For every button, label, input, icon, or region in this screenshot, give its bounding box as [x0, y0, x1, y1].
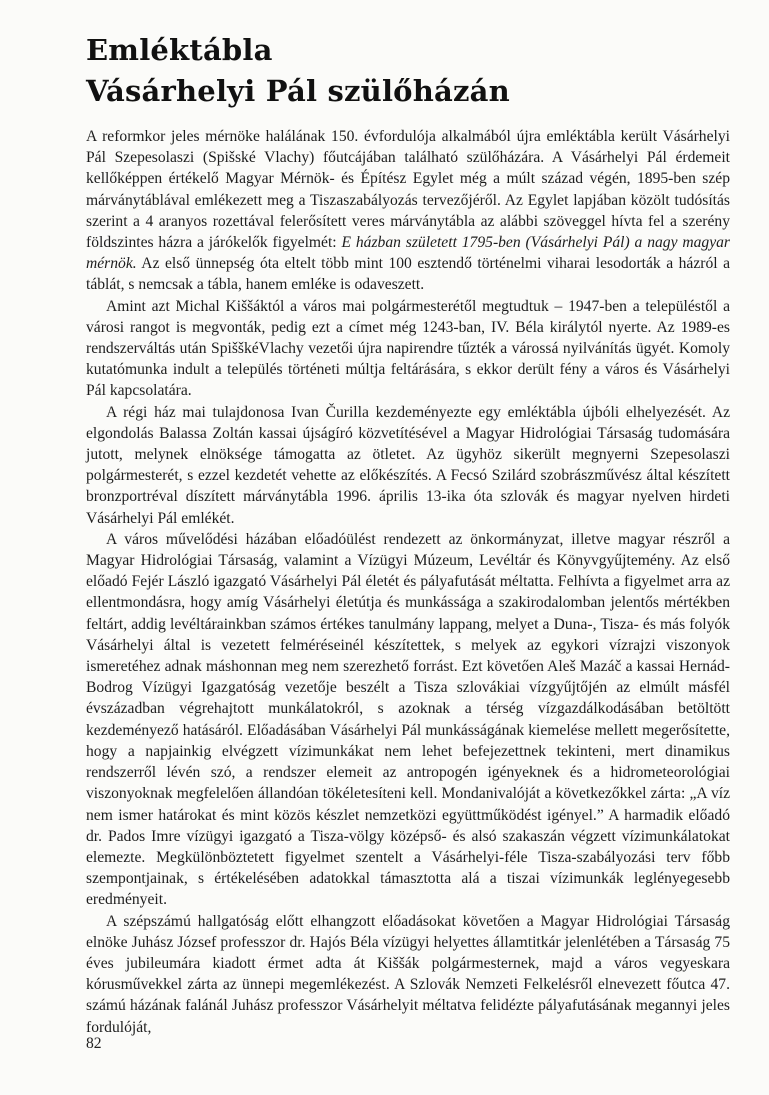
paragraph-5-text: A szépszámú hallgatóság előtt elhangzott előadásokat követően a Magyar Hidrológiai Társaság elnöke Juhász József professzor dr. Hajós Béla vízügyi helyettes államtitkár jelenlétében a Társaság 75 éves jubileumára kiadott érmet adta át Kiššák polgármesternek, majd a város vegyeskara kórusművekkel zárta az ünnepi megemlékezést. A Szlovák Nemzeti Felkelésről elnevezett főutca 47. számú házának falánál Juhász professzor Vásárhelyit méltatva felidézte pályafutásának megannyi jeles fordulóját, [86, 912, 730, 1036]
paragraph-4 [86, 529, 730, 911]
paragraph-2-text: Amint azt Michal Kiššáktól a város mai polgármesterétől megtudtuk – 1947-ben a településtől a városi rangot is megvonták, pedig ezt a címet még 1243-ban, IV. Béla királytól nyerte. Az 1989-es rendszerváltás után SpišškéVlachy vezetői újra napirendre tűzték a várossá nyilvánítás ügyét. Komoly kutatómunka indult a település történeti múltja feltárására, s ekkor derült fény a város és Vásárhelyi Pál kapcsolatára. [86, 297, 730, 400]
paragraph-1-text: A reformkor jeles mérnöke halálának 150. évfordulója alkalmából újra emléktábla került Vásárhelyi Pál Szepesolaszi (Spišské Vlachy) főutcájában található szülőházára. A Vásárhelyi Pál érdemeit kellőképpen értékelő Magyar Mérnök- és Építész Egylet még a múlt század végén, 1895-ben szép márványtáblával emlékezett meg a Tiszaszabályozás tervezőjéről. Az Egylet lapjában közölt tudósítás szerint a 4 aranyos rozettával felerősített veres márványtábla az alábbi szöveggel hívta fel a szerény földszintes házra a járókelők figyelmét: [86, 128, 730, 252]
paragraph-1-text-end: Az első ünnepség óta eltelt több mint 100 esztendő történelmi viharai lesodorták a házról a táblát, s nemcsak a tábla, hanem emléke is odaveszett. [86, 255, 730, 294]
page-number: 82 [86, 1035, 102, 1052]
article-title [86, 30, 510, 112]
title-line-1: Emléktábla [86, 33, 273, 67]
plaque-inscription: E házban született 1795-ben (Vásárhelyi Pál) a nagy magyar mérnök. [86, 234, 730, 273]
title-line-2: Vásárhelyi Pál szülőházán [86, 74, 510, 108]
paragraph-1 [86, 126, 730, 296]
paragraph-3-text: A régi ház mai tulajdonosa Ivan Čurilla kezdeményezte egy emléktábla újbóli elhelyezését. Az elgondolás Balassa Zoltán kassai újságíró közvetítésével a Magyar Hidrológiai Társaság tudomására jutott, melynek elnöksége támogatta az ötletet. Az ügyhöz sikerült megnyerni Szepesolaszi polgármesterét, s ezzel kezdetét vehette az előkészítés. A Fecsó Szilárd szobrászművész által készített bronzportréval díszített márványtábla 1996. április 13-ika óta szlovák és magyar nyelven hirdeti Vásárhelyi Pál emlékét. [86, 403, 730, 527]
paragraph-4-text: A város művelődési házában előadóülést rendezett az önkormányzat, illetve magyar részről a Magyar Hidrológiai Társaság, valamint a Vízügyi Múzeum, Levéltár és Könyvgyűjtemény. Az első előadó Fejér László igazgató Vásárhelyi Pál életét és pályafutását méltatta. Felhívta a figyelmet arra az ellentmondásra, hogy amíg Vásárhelyi életútja és munkássága a szakirodalomban jelentős mértékben feltárt, addig levéltárainkban számos értékes tanulmány lappang, melyet a Duna-, Tisza- és más folyók Vásárhelyi által is vezetett felméréseinél készítettek, s melyek az egykori vízrajzi viszonyok ismeretéhez adnak máshonnan meg nem szerezhető forrást. Ezt követően Aleš Mazáč a kassai Hernád-Bodrog Vízügyi Igazgatóság vezetője beszélt a Tisza szlovákiai vízgyűjtőjén az elmúlt másfél évszázadban végrehajtott munkálatokról, s azoknak a térség vízgazdálkodásában betöltött kezdeményező hatásáról. Előadásában Vásárhelyi Pál munkásságának kiemelése mellett megerősítette, hogy a napjainkig elvégzett vízimunkákat nem lehet befejezettnek tekinteni, mert dinamikus rendszerről lévén szó, a rendszer elemeit az antropogén igényeknek és a hidrometeorológiai viszonyoknak megfelelően állandóan tökéletesíteni kell. Mondanivalóját a következőkkel zárta: „A víz nem ismer határokat és mint közös készlet nemzetközi együttműködést igényel.” A harmadik előadó dr. Pados Imre vízügyi igazgató a Tisza-völgy középső- és alsó szakaszán végzett vízimunkálatokat elemezte. Megkülönböztetett figyelmet szentelt a Vásárhelyi-féle Tisza-szabályozási terv főbb szempontjainak, s értékelésében adatokkal támasztotta alá a tiszai vízimunkák leglényegesebb eredményeit. [86, 530, 730, 909]
paragraph-3 [86, 402, 730, 529]
paragraph-5 [86, 911, 730, 1038]
paragraph-2 [86, 296, 730, 402]
article-body [86, 126, 730, 1038]
